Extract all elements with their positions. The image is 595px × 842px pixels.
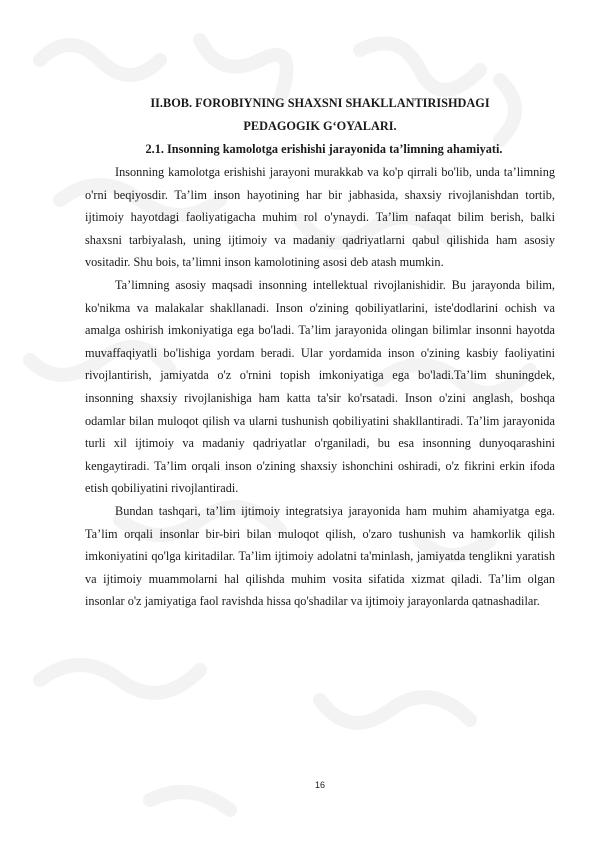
chapter-title-line-1: II.BOB. FOROBIYNING SHAXSNI SHAKLLANTIRISHDAGI — [150, 96, 490, 110]
page-number: 16 — [314, 780, 325, 790]
paragraph-2: Ta’limning asosiy maqsadi insonning intellektual rivojlanishidir. Bu jarayonda bilim, ko'nikma va malakalar shakllanadi. Inson o'zining qobiliyatlarini, iste'dodlarini ochish va amalga oshirish imkoniyatiga ega bo'ladi. Ta’lim jarayonida olingan bilimlar insonni hayotda muvaffaqiyatli bo'lishiga yordam beradi. Ular yordamida inson o'zining kasbiy faoliyatini rivojlantirish, jamiyatda o'z o'rnini topish imkoniyatiga ega bo'ladi.Ta’lim shuningdek, insonning shaxsiy rivojlanishiga ham katta ta'sir ko'rsatadi. Inson o'zini anglash, boshqa odamlar bilan muloqot qilish va ularni tushunish qobiliyatini shakllantiradi. Ta’lim jarayonida turli xil ijtimoiy va madaniy qadriyatlar o'rganiladi, bu esa insonning dunyoqarashini kengaytiradi. Ta’lim orqali inson o'zining shaxsiy ishonchini oshiradi, o'z fikrini erkin ifoda etish qobiliyatini rivojlantiradi. — [85, 277, 555, 496]
chapter-title — [85, 92, 555, 138]
paragraph-3: Bundan tashqari, ta’lim ijtimoiy integratsiya jarayonida ham muhim ahamiyatga ega. Ta’lim orqali insonlar bir-biri bilan muloqot qilish, o'zaro tushunish va hamkorlik qilish imkoniyatini qo'lga kiritadilar. Ta’lim ijtimoiy adolatni ta'minlash, jamiyatda tenglikni yaratish va ijtimoiy muammolarni hal qilishda muhim vosita sifatida xizmat qiladi. Ta’lim olgan insonlar o'z jamiyatiga faol ravishda hissa qo'shadilar va ijtimoiy jarayonlarda qatnashadilar. — [85, 503, 555, 609]
chapter-title-line-2: PEDAGOGIK G‘OYALARI. — [243, 119, 397, 133]
page-content — [85, 92, 555, 613]
paragraph-1: Insonning kamolotga erishishi jarayoni murakkab va ko'p qirrali bo'lib, unda ta’limning o'rni beqiyosdir. Ta’lim inson hayotining har bir jabhasida, shaxsiy rivojlanishdan tortib, ijtimoiy hayotdagi faoliyatigacha muhim rol o'ynaydi. Ta’lim nafaqat bilim berish, balki shaxsni tarbiyalash, uning ijtimoiy va madaniy qadriyatlarni qabul qilishida ham asosiy vositadir. Shu bois, ta’limni inson kamolotining asosi deb atash mumkin. — [85, 165, 555, 270]
section-title: 2.1. Insonning kamolotga erishishi jarayonida ta’limning ahamiyati. — [145, 142, 503, 156]
